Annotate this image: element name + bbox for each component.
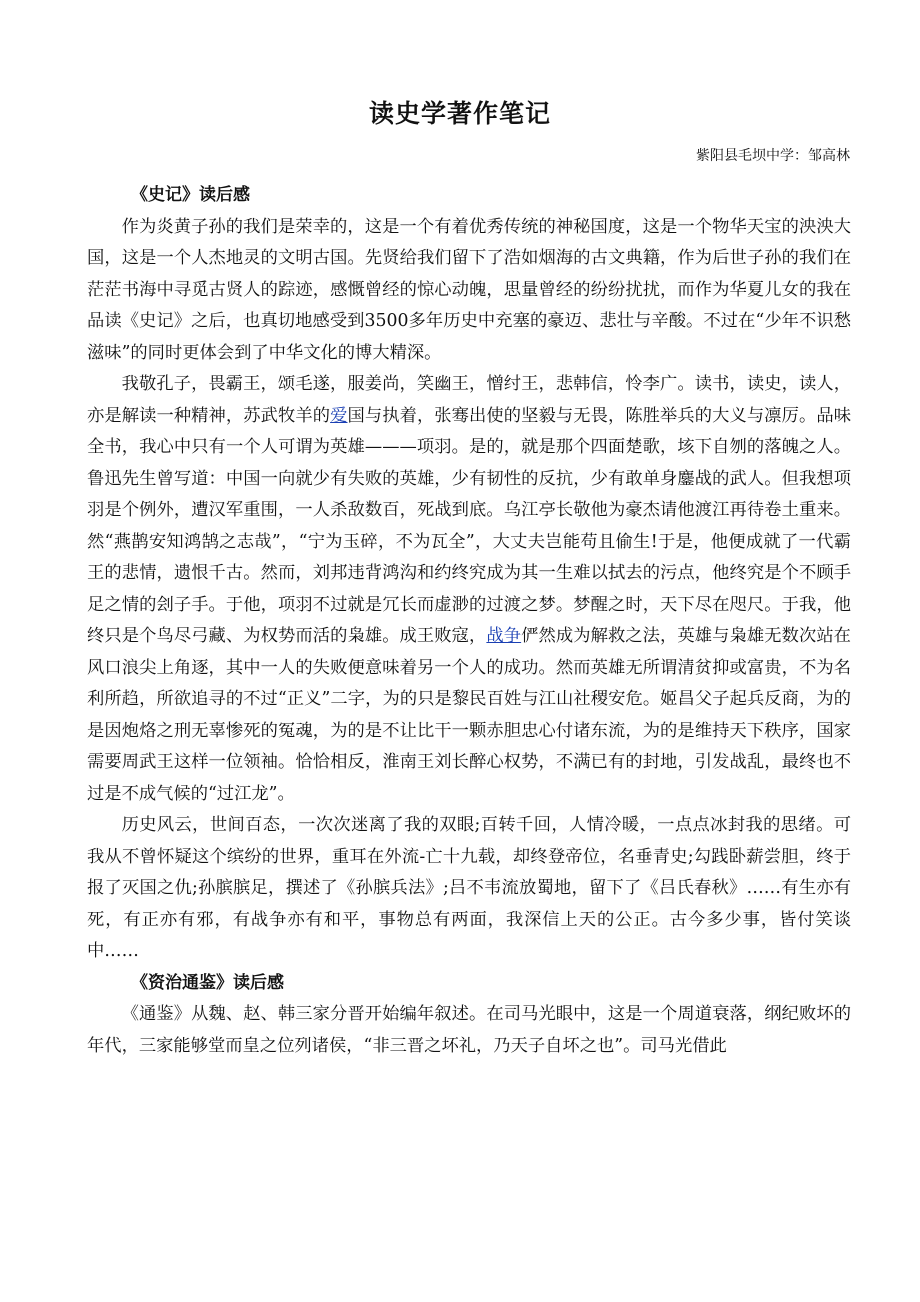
page-title: 读史学著作笔记 xyxy=(368,99,551,128)
paragraph-text: 我敬孔子，畏霸王，颂毛遂，服姜尚，笑幽王，憎纣王，悲韩信，怜李广。读书，读史，读人，亦是解读一种精神，苏武牧羊的 xyxy=(87,374,851,426)
document-body xyxy=(87,180,851,1062)
paragraph-text: 国与执着，张骞出使的坚毅与无畏，陈胜举兵的大义与凛厉。品味全书，我心中只有一个人可谓为英雄———项羽。是的，就是那个四面楚歌，垓下自刎的落魄之人。鲁迅先生曾写道：中国一向就少有失败的英雄，少有韧性的反抗，少有敢单身鏖战的武人。但我想项羽是个例外，遭汉军重围，一人杀敌数百，死战到底。乌江亭长敬他为豪杰请他渡江再待卷土重来。然“燕鹊安知鸿鹄之志哉”，“宁为玉碎，不为瓦全”，大丈夫岂能苟且偷生!于是，他便成就了一代霸王的悲情，遗恨千古。然而，刘邦违背鸿沟和约终究成为其一生难以拭去的污点，他终究是个不顾手足之情的刽子手。于他，项羽不过就是冗长而虚渺的过渡之梦。梦醒之时，天下尽在咫尺。于我，他终只是个鸟尽弓藏、为权势而活的枭雄。成王败寇， xyxy=(87,405,851,646)
paragraph-shiji-1: 作为炎黄子孙的我们是荣幸的，这是一个有着优秀传统的神秘国度，这是一个物华天宝的泱泱大国，这是一个人杰地灵的文明古国。先贤给我们留下了浩如烟海的古文典籍，作为后世子孙的我们在茫茫书海中寻觅古贤人的踪迹，感慨曾经的惊心动魄，思量曾经的纷纷扰扰，而作为华夏儿女的我在品读《史记》之后，也真切地感受到3500多年历史中充塞的豪迈、悲壮与辛酸。不过在“少年不识愁滋味”的同时更体会到了中华文化的博大精深。 xyxy=(87,216,851,363)
paragraph-text: 俨然成为解救之法，英雄与枭雄无数次站在风口浪尖上角逐，其中一人的失败便意味着另一个人的成功。然而英雄无所谓清贫抑或富贵，不为名利所趋，所欲追寻的不过“正义”二字，为的只是黎民百姓与江山社稷安危。姬昌父子起兵反商，为的是因炮烙之刑无辜惨死的冤魂，为的是不让比干一颗赤胆忠心付诸东流，为的是维持天下秩序，国家需要周武王这样一位领袖。恰恰相反，淮南王刘长醉心权势，不满已有的封地，引发战乱，最终也不过是不成气候的“过江龙”。 xyxy=(87,626,851,804)
link-zhanzheng[interactable]: 战争 xyxy=(486,626,522,646)
section-heading-shiji: 《史记》读后感 xyxy=(131,185,250,205)
section-heading-zizhitongjian: 《资治通鉴》读后感 xyxy=(131,972,284,993)
paragraph-shiji-2 xyxy=(87,369,851,810)
paragraph-zizhitongjian-1: 《通鉴》从魏、赵、韩三家分晋开始编年叙述。在司马光眼中，这是一个周道衰落，纲纪败坏的年代，三家能够堂而皇之位列诸侯，“非三晋之坏礼，乃天子自坏之也”。司马光借此 xyxy=(87,1004,851,1056)
link-ai[interactable]: 爱 xyxy=(330,405,348,426)
paragraph-shiji-3: 历史风云，世间百态，一次次迷离了我的双眼;百转千回，人情冷暖，一点点冰封我的思绪。可我从不曾怀疑这个缤纷的世界，重耳在外流-亡十九载，却终登帝位，名垂青史;勾践卧薪尝胆，终于报了灭国之仇;孙膑膑足，撰述了《孙膑兵法》;吕不韦流放蜀地，留下了《吕氏春秋》……有生亦有死，有正亦有邪，有战争亦有和平，事物总有两面，我深信上天的公正。古今多少事，皆付笑谈中…… xyxy=(87,815,851,961)
author-line: 紫阳县毛坝中学：邹高林 xyxy=(696,148,850,164)
